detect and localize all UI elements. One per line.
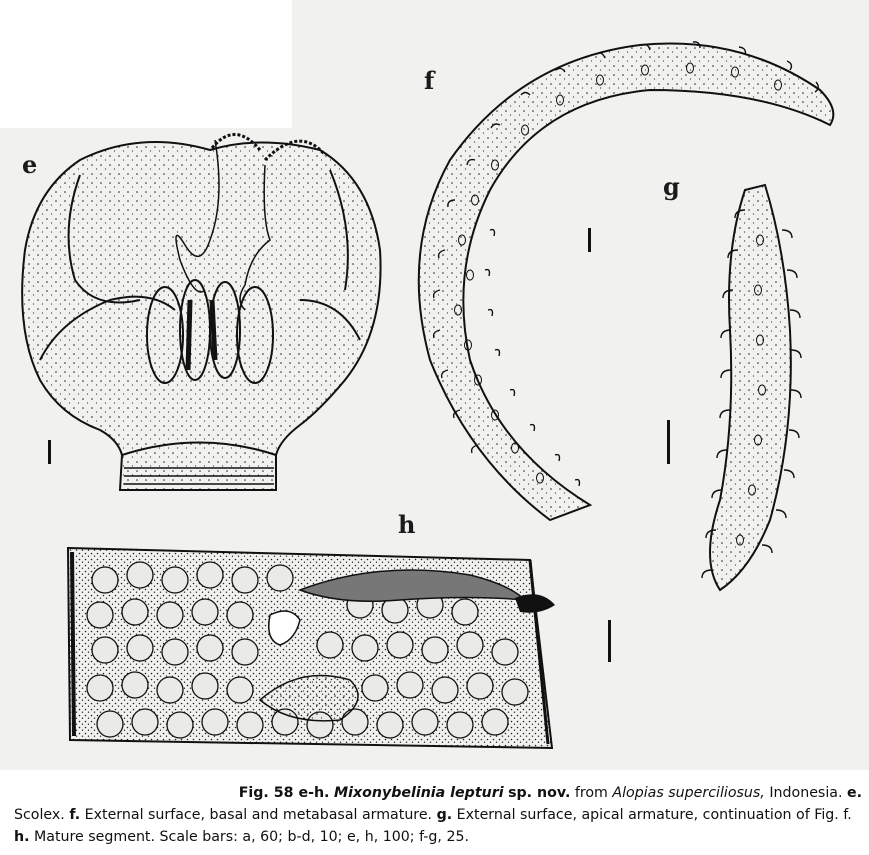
- caption-sp-nov: sp. nov.: [508, 785, 571, 801]
- caption-locality: Indonesia.: [769, 785, 843, 801]
- panel-label-f: f: [424, 66, 435, 95]
- caption-fig-label: Fig. 58 e-h.: [238, 785, 330, 801]
- figure-caption: [14, 782, 862, 848]
- tentacle-drawing-g: [702, 185, 801, 590]
- caption-f-label: f.: [69, 807, 81, 823]
- scale-bar-h: [608, 620, 611, 662]
- caption-e-label: e.: [846, 785, 862, 801]
- panel-label-e: e: [22, 150, 38, 179]
- panel-label-h: h: [398, 510, 416, 539]
- panel-label-g: g: [663, 172, 680, 201]
- scale-bar-e: [48, 440, 51, 464]
- scolex-drawing-e: [22, 134, 380, 490]
- caption-h-text: Mature segment. Scale bars: a, 60; b-d, 10; e, h, 100; f-g, 25.: [34, 829, 470, 845]
- caption-g-text: External surface, apical armature, continuation of Fig. f.: [456, 807, 852, 823]
- segment-drawing-h: [68, 548, 555, 748]
- caption-h-label: h.: [14, 829, 30, 845]
- caption-f-text: External surface, basal and metabasal armature.: [84, 807, 433, 823]
- caption-species: Mixonybelinia lepturi: [333, 785, 504, 801]
- caption-from: from: [574, 785, 608, 801]
- caption-host: Alopias superciliosus,: [612, 785, 765, 801]
- caption-e-text: Scolex.: [14, 807, 65, 823]
- caption-g-label: g.: [436, 807, 453, 823]
- scale-bar-f: [588, 228, 591, 252]
- scale-bar-g: [667, 420, 670, 464]
